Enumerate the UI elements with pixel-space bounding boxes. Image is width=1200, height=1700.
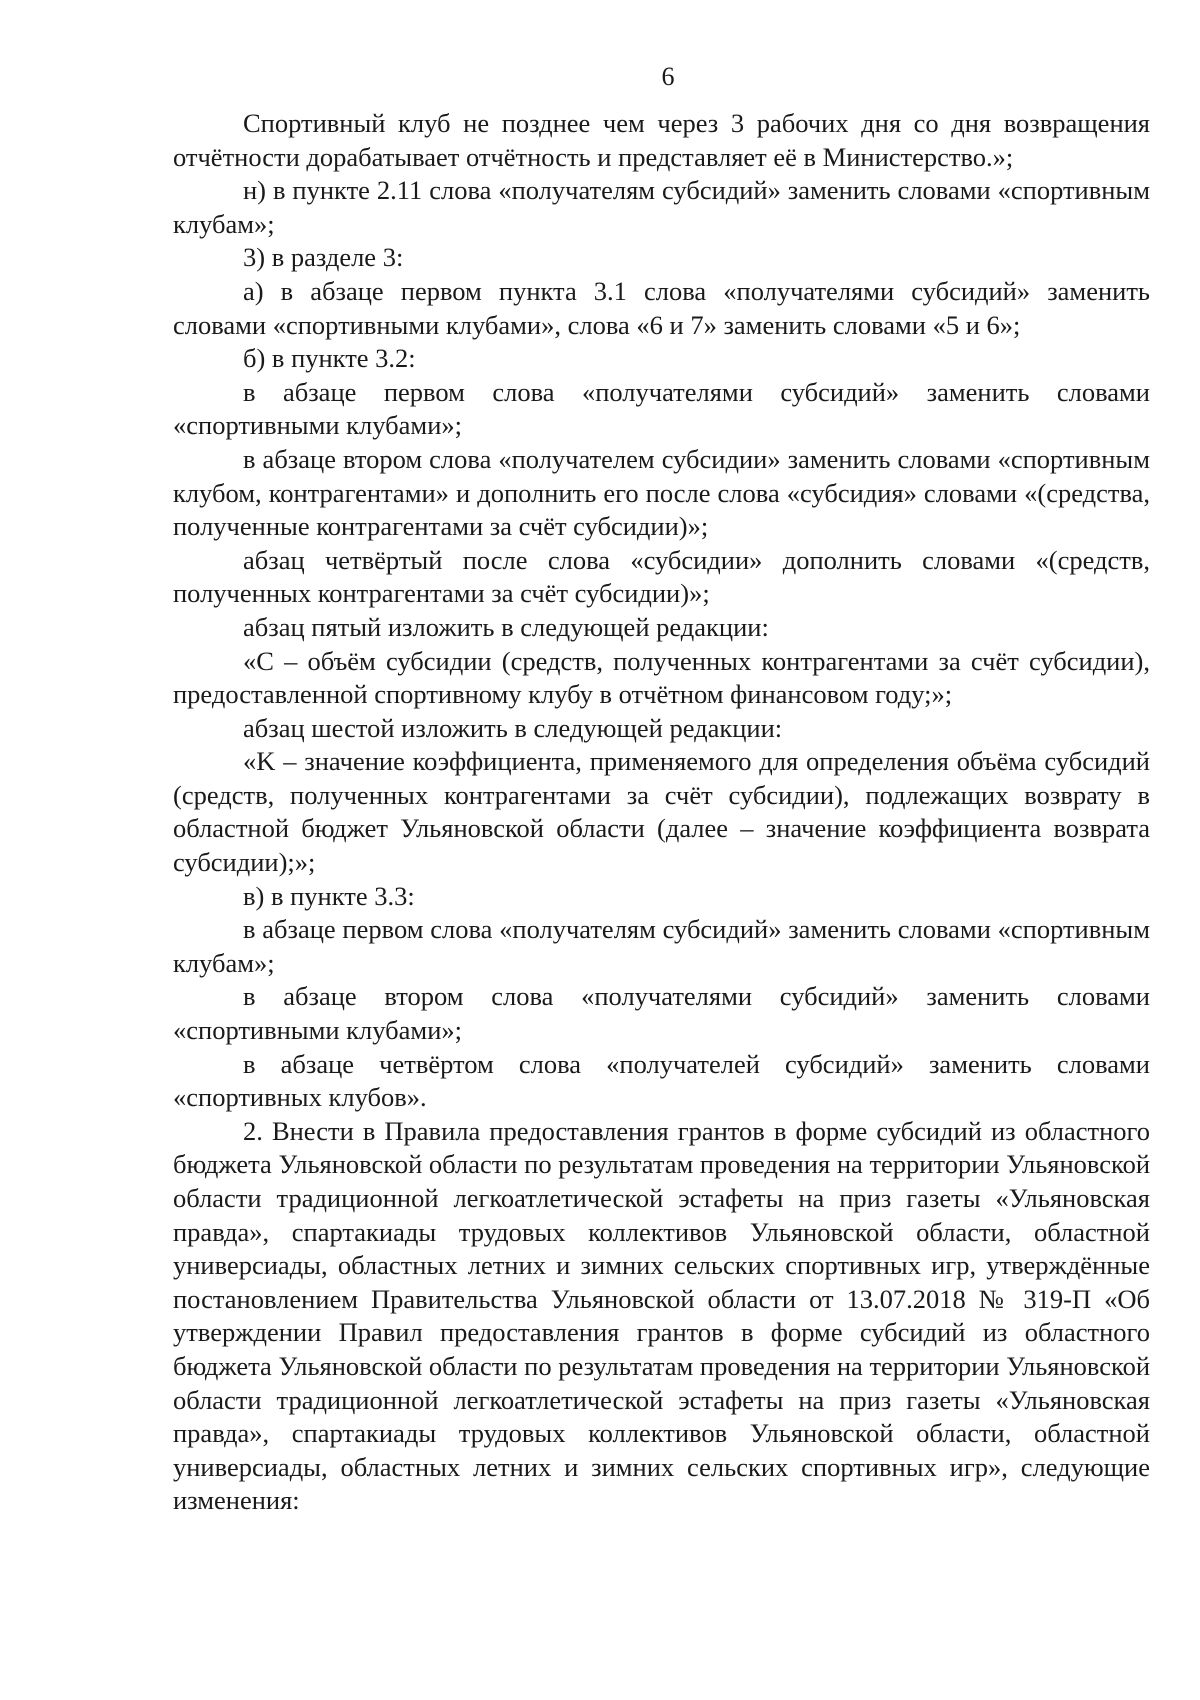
paragraph: в абзаце первом слова «получателям субсидий» заменить словами «спортивным клубам»;	[173, 914, 1150, 978]
document-body	[173, 107, 1150, 1518]
paragraph: абзац пятый изложить в следующей редакции:	[243, 611, 769, 642]
paragraph: в) в пункте 3.3:	[243, 880, 415, 911]
paragraph: Спортивный клуб не позднее чем через 3 рабочих дня со дня возвращения отчётности дорабатывает отчётность и представляет её в Министерство.»;	[173, 108, 1150, 172]
paragraph: 3) в разделе 3:	[243, 242, 404, 273]
paragraph: абзац шестой изложить в следующей редакции:	[243, 712, 783, 743]
paragraph: 2. Внести в Правила предоставления грантов в форме субсидий из областного бюджета Ульяновской области по результатам проведения на территории Ульяновской области традиционной легкоатлетической эстафеты на приз газеты «Ульяновская правда», спартакиады трудовых коллективов Ульяновской области, областной универсиады, областных летних и зимних сельских спортивных игр, утверждённые постановлением Правительства Ульяновской области от 13.07.2018 № 319-П «Об утверждении Правил предоставления грантов в форме субсидий из областного бюджета Ульяновской области по результатам проведения на территории Ульяновской области традиционной легкоатлетической эстафеты на приз газеты «Ульяновская правда», спартакиады трудовых коллективов Ульяновской области, областной универсиады, областных летних и зимних сельских спортивных игр», следующие изменения:	[173, 1115, 1150, 1516]
paragraph: «K – значение коэффициента, применяемого для определения объёма субсидий (средств, полученных контрагентами за счёт субсидии), подлежащих возврату в областной бюджет Ульяновской области (далее – значение коэффициента возврата субсидии);»;	[173, 746, 1150, 878]
paragraph: «C – объём субсидии (средств, полученных контрагентами за счёт субсидии), предоставленной спортивному клубу в отчётном финансовом году;»;	[173, 645, 1150, 710]
paragraph: абзац четвёртый после слова «субсидии» дополнить словами «(средств, полученных контрагентами за счёт субсидии)»;	[173, 544, 1150, 609]
paragraph: б) в пункте 3.2:	[243, 343, 416, 374]
paragraph: а) в абзаце первом пункта 3.1 слова «получателями субсидий» заменить словами «спортивными клубами», слова «6 и 7» заменить словами «5 и 6»;	[173, 275, 1150, 340]
paragraph: в абзаце втором слова «получателями субсидий» заменить словами «спортивными клубами»;	[173, 981, 1150, 1046]
page-number: 6	[661, 62, 675, 91]
paragraph: в абзаце четвёртом слова «получателей субсидий» заменить словами «спортивных клубов».	[173, 1048, 1150, 1113]
paragraph: в абзаце втором слова «получателем субсидии» заменить словами «спортивным клубом, контрагентами» и дополнить его после слова «субсидия» словами «(средства, полученные контрагентами за счёт субсидии)»;	[173, 443, 1150, 542]
paragraph: н) в пункте 2.11 слова «получателям субсидий» заменить словами «спортивным клубам»;	[173, 175, 1150, 239]
paragraph: в абзаце первом слова «получателями субсидий» заменить словами «спортивными клубами»;	[173, 376, 1150, 441]
